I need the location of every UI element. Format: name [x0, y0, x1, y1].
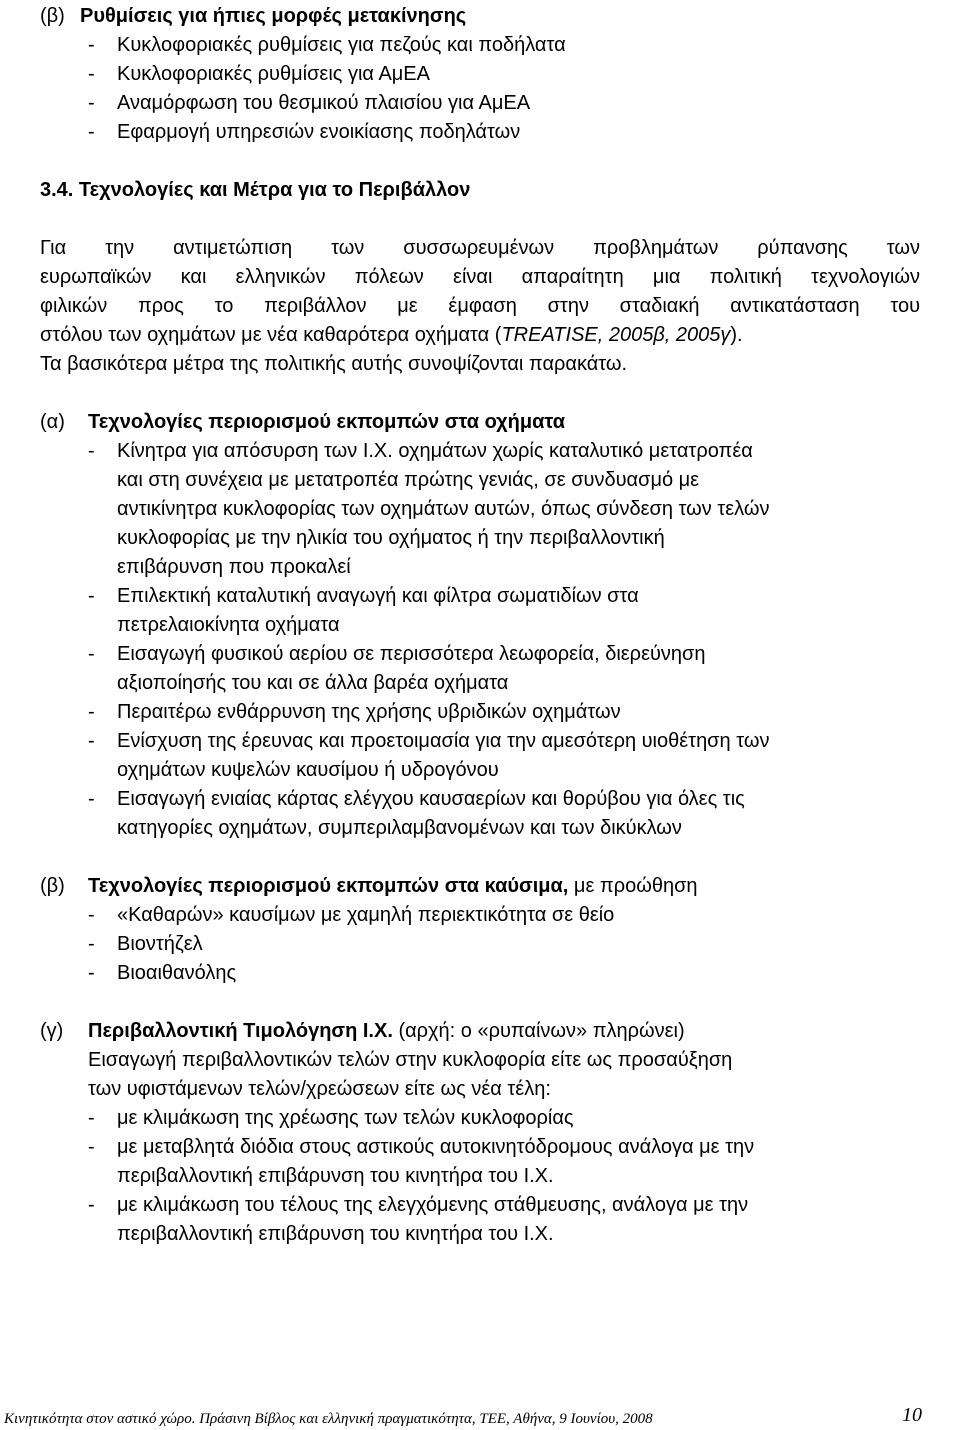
list-item-line: Εισαγωγή ενιαίας κάρτας ελέγχου καυσαερίων και θορύβου για όλες τις	[117, 788, 745, 810]
list-item-line: Εισαγωγή φυσικού αερίου σε περισσότερα λεωφορεία, διερεύνηση	[117, 643, 706, 665]
list-item-line: και στη συνέχεια με μετατροπέα πρώτης γενιάς, σε συνδυασμό με	[117, 469, 700, 491]
heading-rest: (αρχή: ο «ρυπαίνων» πληρώνει)	[392, 1020, 685, 1042]
list-item-line: Περαιτέρω ενθάρρυνση της χρήσης υβριδικών οχημάτων	[117, 701, 621, 723]
list-dash: -	[88, 933, 95, 955]
heading-bold: Περιβαλλοντική Τιμολόγηση Ι.Χ.	[88, 1020, 393, 1042]
list-dash: -	[88, 788, 95, 810]
list-item: Αναμόρφωση του θεσμικού πλαισίου για ΑμΕΑ	[117, 92, 531, 114]
paragraph-line: Τα βασικότερα μέτρα της πολιτικής αυτής συνοψίζονται παρακάτω.	[40, 353, 628, 375]
list-item-line: αξιοποίησής του και σε άλλα βαρέα οχήματα	[117, 672, 509, 694]
paragraph-line: Για την αντιμετώπιση των συσσωρευμένων προβλημάτων ρύπανσης των	[40, 237, 920, 259]
list-item: Βιοαιθανόλης	[117, 962, 237, 984]
list-item: Κυκλοφοριακές ρυθμίσεις για ΑμΕΑ	[117, 63, 430, 85]
paragraph-text: στόλου των οχημάτων με νέα καθαρότερα οχήματα (	[40, 324, 502, 346]
list-dash: -	[88, 730, 95, 752]
page-number: 10	[902, 1404, 922, 1426]
list-dash: -	[88, 701, 95, 723]
list-item-line: περιβαλλοντική επιβάρυνση του κινητήρα του Ι.Χ.	[117, 1165, 554, 1187]
list-item: «Καθαρών» καυσίμων με χαμηλή περιεκτικότητα σε θείο	[117, 904, 615, 926]
list-item: Κυκλοφοριακές ρυθμίσεις για πεζούς και ποδήλατα	[117, 34, 566, 56]
section-heading-a: Τεχνολογίες περιορισμού εκπομπών στα οχήματα	[88, 411, 566, 433]
citation: TREATISE, 2005β, 2005γ	[501, 324, 731, 346]
section-heading-3-4: 3.4. Τεχνολογίες και Μέτρα για το Περιβάλλον	[40, 179, 471, 201]
list-dash: -	[88, 34, 95, 56]
heading-rest: με προώθηση	[568, 875, 698, 897]
list-item-line: περιβαλλοντική επιβάρυνση του κινητήρα του Ι.Χ.	[117, 1223, 554, 1245]
page-footer: Κινητικότητα στον αστικό χώρο. Πράσινη Βίβλος και ελληνική πραγματικότητα, ΤΕΕ, Αθήνα, 9 Ιουνίου, 2008	[4, 1411, 653, 1427]
list-dash: -	[88, 1107, 95, 1129]
section-heading-b1: Ρυθμίσεις για ήπιες μορφές μετακίνησης	[80, 5, 467, 27]
list-dash: -	[88, 63, 95, 85]
list-item-line: οχημάτων κυψελών καυσίμου ή υδρογόνου	[117, 759, 499, 781]
list-dash: -	[88, 121, 95, 143]
list-item-line: αντικίνητρα κυκλοφορίας των οχημάτων αυτών, όπως σύνδεση των τελών	[117, 498, 770, 520]
section-marker-b1: (β)	[40, 5, 65, 27]
list-item-line: κυκλοφορίας με την ηλικία του οχήματος ή την περιβαλλοντική	[117, 527, 665, 549]
paragraph-line	[40, 323, 743, 347]
list-dash: -	[88, 440, 95, 462]
section-heading-b2	[88, 874, 698, 898]
heading-bold: Τεχνολογίες περιορισμού εκπομπών στα καύσιμα,	[88, 875, 569, 897]
list-item-line: με μεταβλητά διόδια στους αστικούς αυτοκινητόδρομους ανάλογα με την	[117, 1136, 755, 1158]
section-marker-b2: (β)	[40, 875, 65, 897]
list-dash: -	[88, 1194, 95, 1216]
paragraph-line: των υφιστάμενων τελών/χρεώσεων είτε ως νέα τέλη:	[88, 1078, 551, 1100]
list-item-line: με κλιμάκωση της χρέωσης των τελών κυκλοφορίας	[117, 1107, 574, 1129]
list-item-line: επιβάρυνση που προκαλεί	[117, 556, 351, 578]
list-dash: -	[88, 585, 95, 607]
list-dash: -	[88, 962, 95, 984]
list-item: Εφαρμογή υπηρεσιών ενοικίασης ποδηλάτων	[117, 121, 521, 143]
list-item-line: πετρελαιοκίνητα οχήματα	[117, 614, 340, 636]
section-heading-g	[88, 1019, 685, 1043]
list-dash: -	[88, 643, 95, 665]
paragraph-line: Εισαγωγή περιβαλλοντικών τελών στην κυκλοφορία είτε ως προσαύξηση	[88, 1049, 733, 1071]
list-item-line: Κίνητρα για απόσυρση των Ι.Χ. οχημάτων χωρίς καταλυτικό μετατροπέα	[117, 440, 753, 462]
paragraph-text: ).	[730, 324, 743, 346]
list-item: Βιοντήζελ	[117, 933, 203, 955]
paragraph-line: φιλικών προς το περιβάλλον με έμφαση στην σταδιακή αντικατάσταση του	[40, 295, 920, 317]
section-marker-a: (α)	[40, 411, 65, 433]
list-item-line: κατηγορίες οχημάτων, συμπεριλαμβανομένων και των δικύκλων	[117, 817, 682, 839]
list-item-line: με κλιμάκωση του τέλους της ελεγχόμενης στάθμευσης, ανάλογα με την	[117, 1194, 749, 1216]
list-item-line: Ενίσχυση της έρευνας και προετοιμασία για την αμεσότερη υιοθέτηση των	[117, 730, 770, 752]
section-marker-g: (γ)	[40, 1020, 64, 1042]
list-dash: -	[88, 1136, 95, 1158]
list-item-line: Επιλεκτική καταλυτική αναγωγή και φίλτρα σωματιδίων στα	[117, 585, 639, 607]
list-dash: -	[88, 904, 95, 926]
list-dash: -	[88, 92, 95, 114]
paragraph-line: ευρωπαϊκών και ελληνικών πόλεων είναι απαραίτητη μια πολιτική τεχνολογιών	[40, 266, 920, 288]
